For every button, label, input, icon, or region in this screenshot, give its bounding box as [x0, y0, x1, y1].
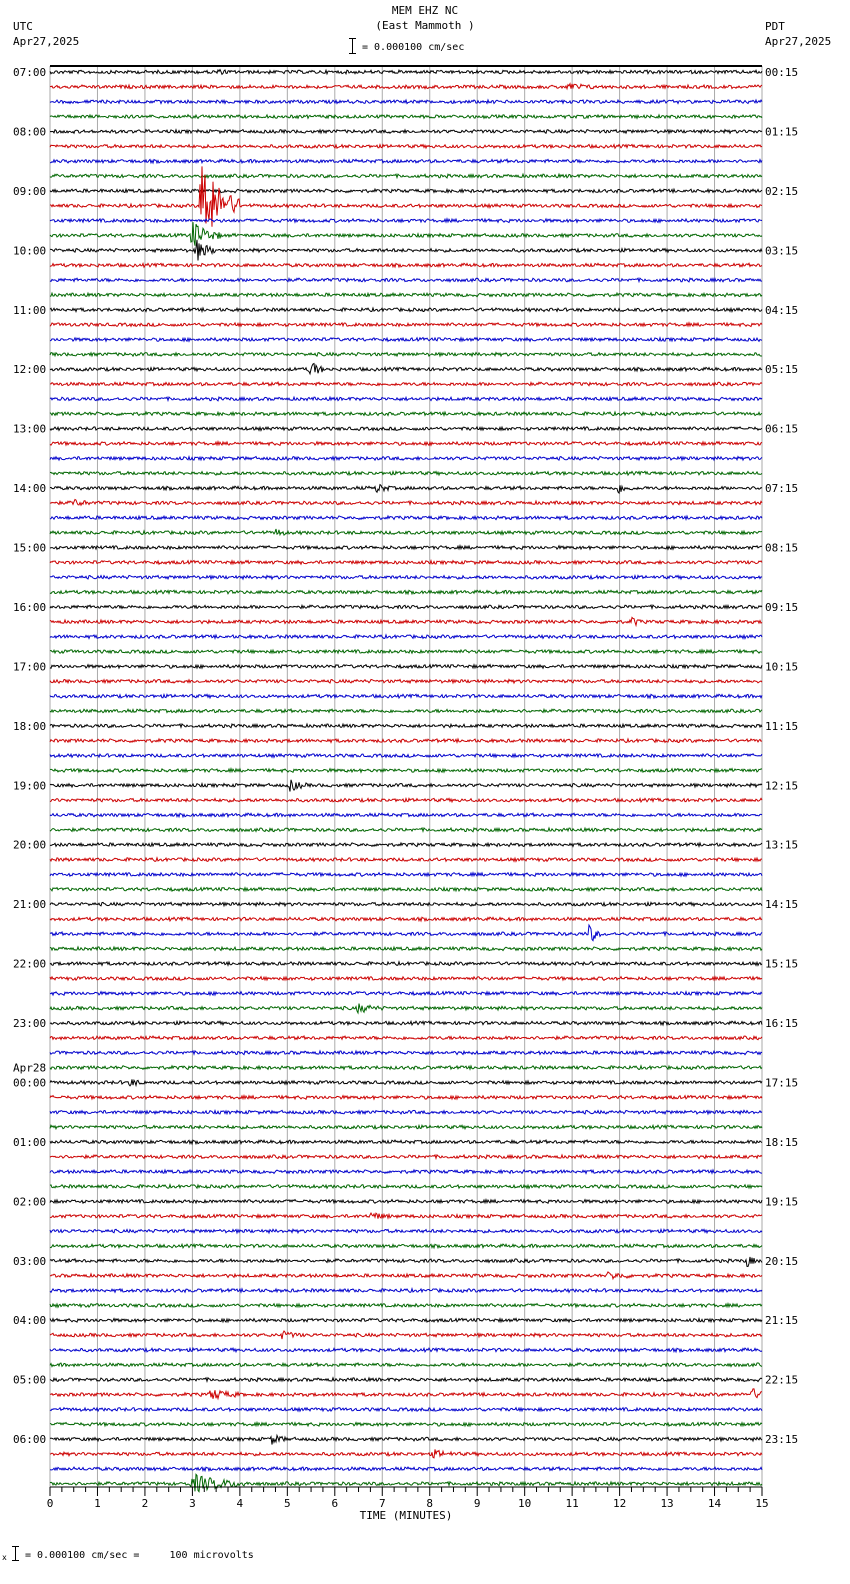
utc-hour-label: 22:00: [13, 957, 47, 971]
seismic-trace-41: [50, 680, 762, 684]
seismic-trace-60: [50, 962, 762, 966]
pdt-hour-label: 11:15: [765, 719, 799, 733]
pdt-hour-label: 12:15: [765, 779, 799, 793]
utc-hour-label: 13:00: [13, 422, 47, 436]
pdt-hour-label: 06:15: [765, 422, 799, 436]
x-tick-label: 13: [660, 1497, 674, 1510]
seismic-trace-47: [50, 769, 762, 773]
seismic-trace-38: [50, 635, 762, 639]
seismic-trace-89: [50, 1389, 762, 1399]
seismic-trace-33: [50, 561, 762, 565]
pdt-hour-label: 08:15: [765, 541, 799, 555]
seismic-trace-66: [50, 1051, 762, 1055]
seismic-trace-61: [50, 977, 762, 981]
seismic-trace-11: [50, 222, 762, 246]
seismic-trace-29: [50, 500, 762, 506]
utc-hour-label: 06:00: [13, 1433, 47, 1447]
seismic-trace-3: [50, 115, 762, 119]
pdt-hour-label: 15:15: [765, 957, 799, 971]
seismic-trace-20: [50, 364, 762, 374]
utc-hour-label: 09:00: [13, 184, 47, 198]
seismic-trace-68: [50, 1079, 762, 1085]
pdt-hour-label: 23:15: [765, 1433, 799, 1447]
utc-hour-label: 14:00: [13, 482, 47, 496]
left-timezone: UTC: [13, 20, 33, 33]
seismic-trace-13: [50, 263, 762, 267]
x-tick-label: 3: [189, 1497, 196, 1510]
utc-hour-label: 01:00: [13, 1135, 47, 1149]
seismic-trace-87: [50, 1363, 762, 1367]
pdt-hour-label: 14:15: [765, 898, 799, 912]
seismic-trace-37: [50, 617, 762, 625]
seismic-trace-74: [50, 1170, 762, 1174]
x-tick-label: 1: [94, 1497, 101, 1510]
seismic-trace-82: [50, 1289, 762, 1293]
seismic-trace-64: [50, 1021, 762, 1025]
seismic-trace-4: [50, 130, 762, 134]
seismic-trace-5: [50, 145, 762, 149]
seismic-trace-65: [50, 1036, 762, 1040]
seismic-trace-93: [50, 1449, 762, 1458]
utc-hour-label: 21:00: [13, 898, 47, 912]
seismic-trace-94: [50, 1467, 762, 1471]
seismic-trace-43: [50, 709, 762, 713]
pdt-hour-label: 09:15: [765, 600, 799, 614]
seismic-trace-52: [50, 843, 762, 847]
seismic-trace-85: [50, 1331, 762, 1339]
seismic-trace-58: [50, 925, 762, 941]
pdt-hour-label: 00:15: [765, 66, 799, 79]
seismic-trace-1: [50, 84, 762, 89]
calibration-bar-icon: [12, 1546, 19, 1561]
utc-hour-label: 05:00: [13, 1373, 47, 1387]
seismic-trace-24: [50, 427, 762, 431]
x-tick-label: 8: [426, 1497, 434, 1510]
seismic-trace-49: [50, 798, 762, 802]
utc-hour-label: 10:00: [13, 244, 47, 258]
seismic-trace-16: [50, 308, 762, 312]
x-tick-label: 15: [755, 1497, 769, 1510]
seismic-trace-10: [50, 219, 762, 223]
utc-hour-label: 02:00: [13, 1195, 47, 1209]
seismic-trace-88: [50, 1378, 762, 1382]
seismic-trace-8: [50, 189, 762, 193]
seismic-trace-55: [50, 888, 762, 892]
seismic-trace-84: [50, 1318, 762, 1322]
seismic-trace-32: [50, 546, 762, 550]
pdt-hour-label: 17:15: [765, 1076, 799, 1090]
seismic-trace-53: [50, 858, 762, 862]
seismic-trace-28: [50, 485, 762, 493]
right-timezone: PDT: [765, 20, 785, 33]
x-tick-label: 10: [518, 1497, 532, 1510]
pdt-hour-label: 22:15: [765, 1373, 799, 1387]
seismic-trace-19: [50, 353, 762, 357]
utc-hour-label: 23:00: [13, 1017, 47, 1031]
x-tick-label: 7: [378, 1497, 386, 1510]
seismic-trace-78: [50, 1229, 762, 1233]
seismic-trace-56: [50, 902, 762, 906]
seismic-trace-15: [50, 293, 762, 297]
seismic-trace-54: [50, 873, 762, 877]
scale-text: = 0.000100 cm/sec: [362, 42, 465, 53]
utc-hour-label: 16:00: [13, 600, 47, 614]
seismic-trace-70: [50, 1110, 762, 1114]
pdt-hour-label: 05:15: [765, 363, 799, 377]
pdt-hour-label: 18:15: [765, 1135, 799, 1149]
pdt-hour-label: 02:15: [765, 184, 799, 198]
seismic-trace-91: [50, 1422, 762, 1426]
seismic-trace-72: [50, 1140, 762, 1144]
seismic-trace-69: [50, 1096, 762, 1100]
utc-hour-label: 18:00: [13, 719, 47, 733]
seismic-trace-86: [50, 1348, 762, 1352]
x-tick-label: 12: [612, 1497, 627, 1510]
seismic-trace-80: [50, 1257, 762, 1267]
seismic-trace-0: [50, 70, 762, 75]
pdt-hour-label: 13:15: [765, 838, 799, 852]
x-axis-title: TIME (MINUTES): [359, 1509, 453, 1522]
x-tick-label: 14: [707, 1497, 722, 1510]
seismic-trace-18: [50, 338, 762, 342]
pdt-hour-label: 19:15: [765, 1195, 799, 1209]
utc-hour-label: 03:00: [13, 1254, 47, 1268]
station-title: MEM EHZ NC: [391, 4, 459, 17]
seismic-trace-40: [50, 665, 762, 669]
pdt-hour-label: 01:15: [765, 125, 799, 139]
seismic-trace-59: [50, 947, 762, 951]
seismic-trace-39: [50, 650, 762, 654]
seismic-trace-44: [50, 724, 762, 728]
left-date: Apr27,2025: [13, 35, 80, 48]
seismic-trace-79: [50, 1244, 762, 1248]
seismic-trace-25: [50, 442, 762, 446]
x-tick-label: 9: [473, 1497, 481, 1510]
x-tick-label: 2: [141, 1497, 149, 1510]
seismic-trace-31: [50, 529, 762, 535]
seismic-trace-50: [50, 813, 762, 817]
x-tick-label: 11: [565, 1497, 579, 1510]
utc-hour-label: 04:00: [13, 1314, 47, 1328]
x-tick-label: 4: [236, 1497, 244, 1510]
seismic-trace-62: [50, 992, 762, 996]
seismic-trace-21: [50, 382, 762, 386]
seismic-trace-26: [50, 457, 762, 461]
seismic-trace-30: [50, 516, 762, 520]
seismic-trace-71: [50, 1125, 762, 1129]
pdt-hour-label: 16:15: [765, 1017, 799, 1031]
calibration-footer: [2, 1546, 402, 1562]
pdt-hour-label: 04:15: [765, 303, 799, 317]
seismic-trace-6: [50, 159, 762, 163]
seismic-trace-92: [50, 1435, 762, 1444]
pdt-hour-label: 03:15: [765, 244, 799, 258]
seismic-trace-27: [50, 471, 762, 475]
seismic-trace-76: [50, 1200, 762, 1204]
calibration-prefix: x: [2, 1553, 7, 1562]
seismic-trace-63: [50, 1004, 762, 1013]
utc-hour-label: 08:00: [13, 125, 47, 139]
seismic-trace-7: [50, 174, 762, 178]
right-date: Apr27,2025: [765, 35, 832, 48]
seismic-trace-45: [50, 739, 762, 743]
utc-hour-label: 20:00: [13, 838, 47, 852]
seismic-trace-57: [50, 917, 762, 921]
pdt-hour-label: 10:15: [765, 660, 799, 674]
seismic-trace-2: [50, 100, 762, 104]
seismic-trace-73: [50, 1155, 762, 1159]
pdt-hour-label: 21:15: [765, 1314, 799, 1328]
utc-hour-label: 00:00: [13, 1076, 47, 1090]
seismic-trace-34: [50, 576, 762, 580]
grid: [50, 66, 762, 1487]
seismic-trace-22: [50, 397, 762, 401]
pdt-hour-label: 20:15: [765, 1254, 799, 1268]
x-tick-label: 6: [331, 1497, 339, 1510]
seismic-trace-75: [50, 1185, 762, 1189]
seismic-trace-51: [50, 828, 762, 832]
seismic-trace-46: [50, 754, 762, 758]
utc-hour-label: 12:00: [13, 363, 47, 377]
seismic-trace-42: [50, 694, 762, 698]
utc-hour-label: 07:00: [13, 66, 47, 79]
seismic-trace-23: [50, 412, 762, 416]
seismic-trace-12: [50, 240, 762, 261]
date-change-label: Apr28: [13, 1061, 47, 1075]
calibration-text: = 0.000100 cm/sec = 100 microvolts: [25, 1550, 254, 1561]
x-tick-label: 5: [284, 1497, 291, 1510]
utc-hour-label: 11:00: [13, 303, 47, 317]
seismic-trace-48: [50, 780, 762, 792]
seismic-trace-14: [50, 278, 762, 282]
x-tick-label: 0: [46, 1497, 54, 1510]
seismic-trace-36: [50, 605, 762, 609]
seismic-trace-67: [50, 1066, 762, 1070]
station-location: (East Mammoth ): [375, 19, 475, 32]
seismic-trace-81: [50, 1272, 762, 1279]
seismic-trace-17: [50, 323, 762, 327]
utc-hour-label: 17:00: [13, 660, 47, 674]
pdt-hour-label: 07:15: [765, 482, 799, 496]
utc-hour-label: 15:00: [13, 541, 47, 555]
seismic-trace-90: [50, 1408, 762, 1412]
utc-hour-label: 19:00: [13, 779, 47, 793]
seismic-trace-83: [50, 1304, 762, 1308]
seismic-trace-35: [50, 590, 762, 594]
seismic-trace-77: [50, 1213, 762, 1219]
